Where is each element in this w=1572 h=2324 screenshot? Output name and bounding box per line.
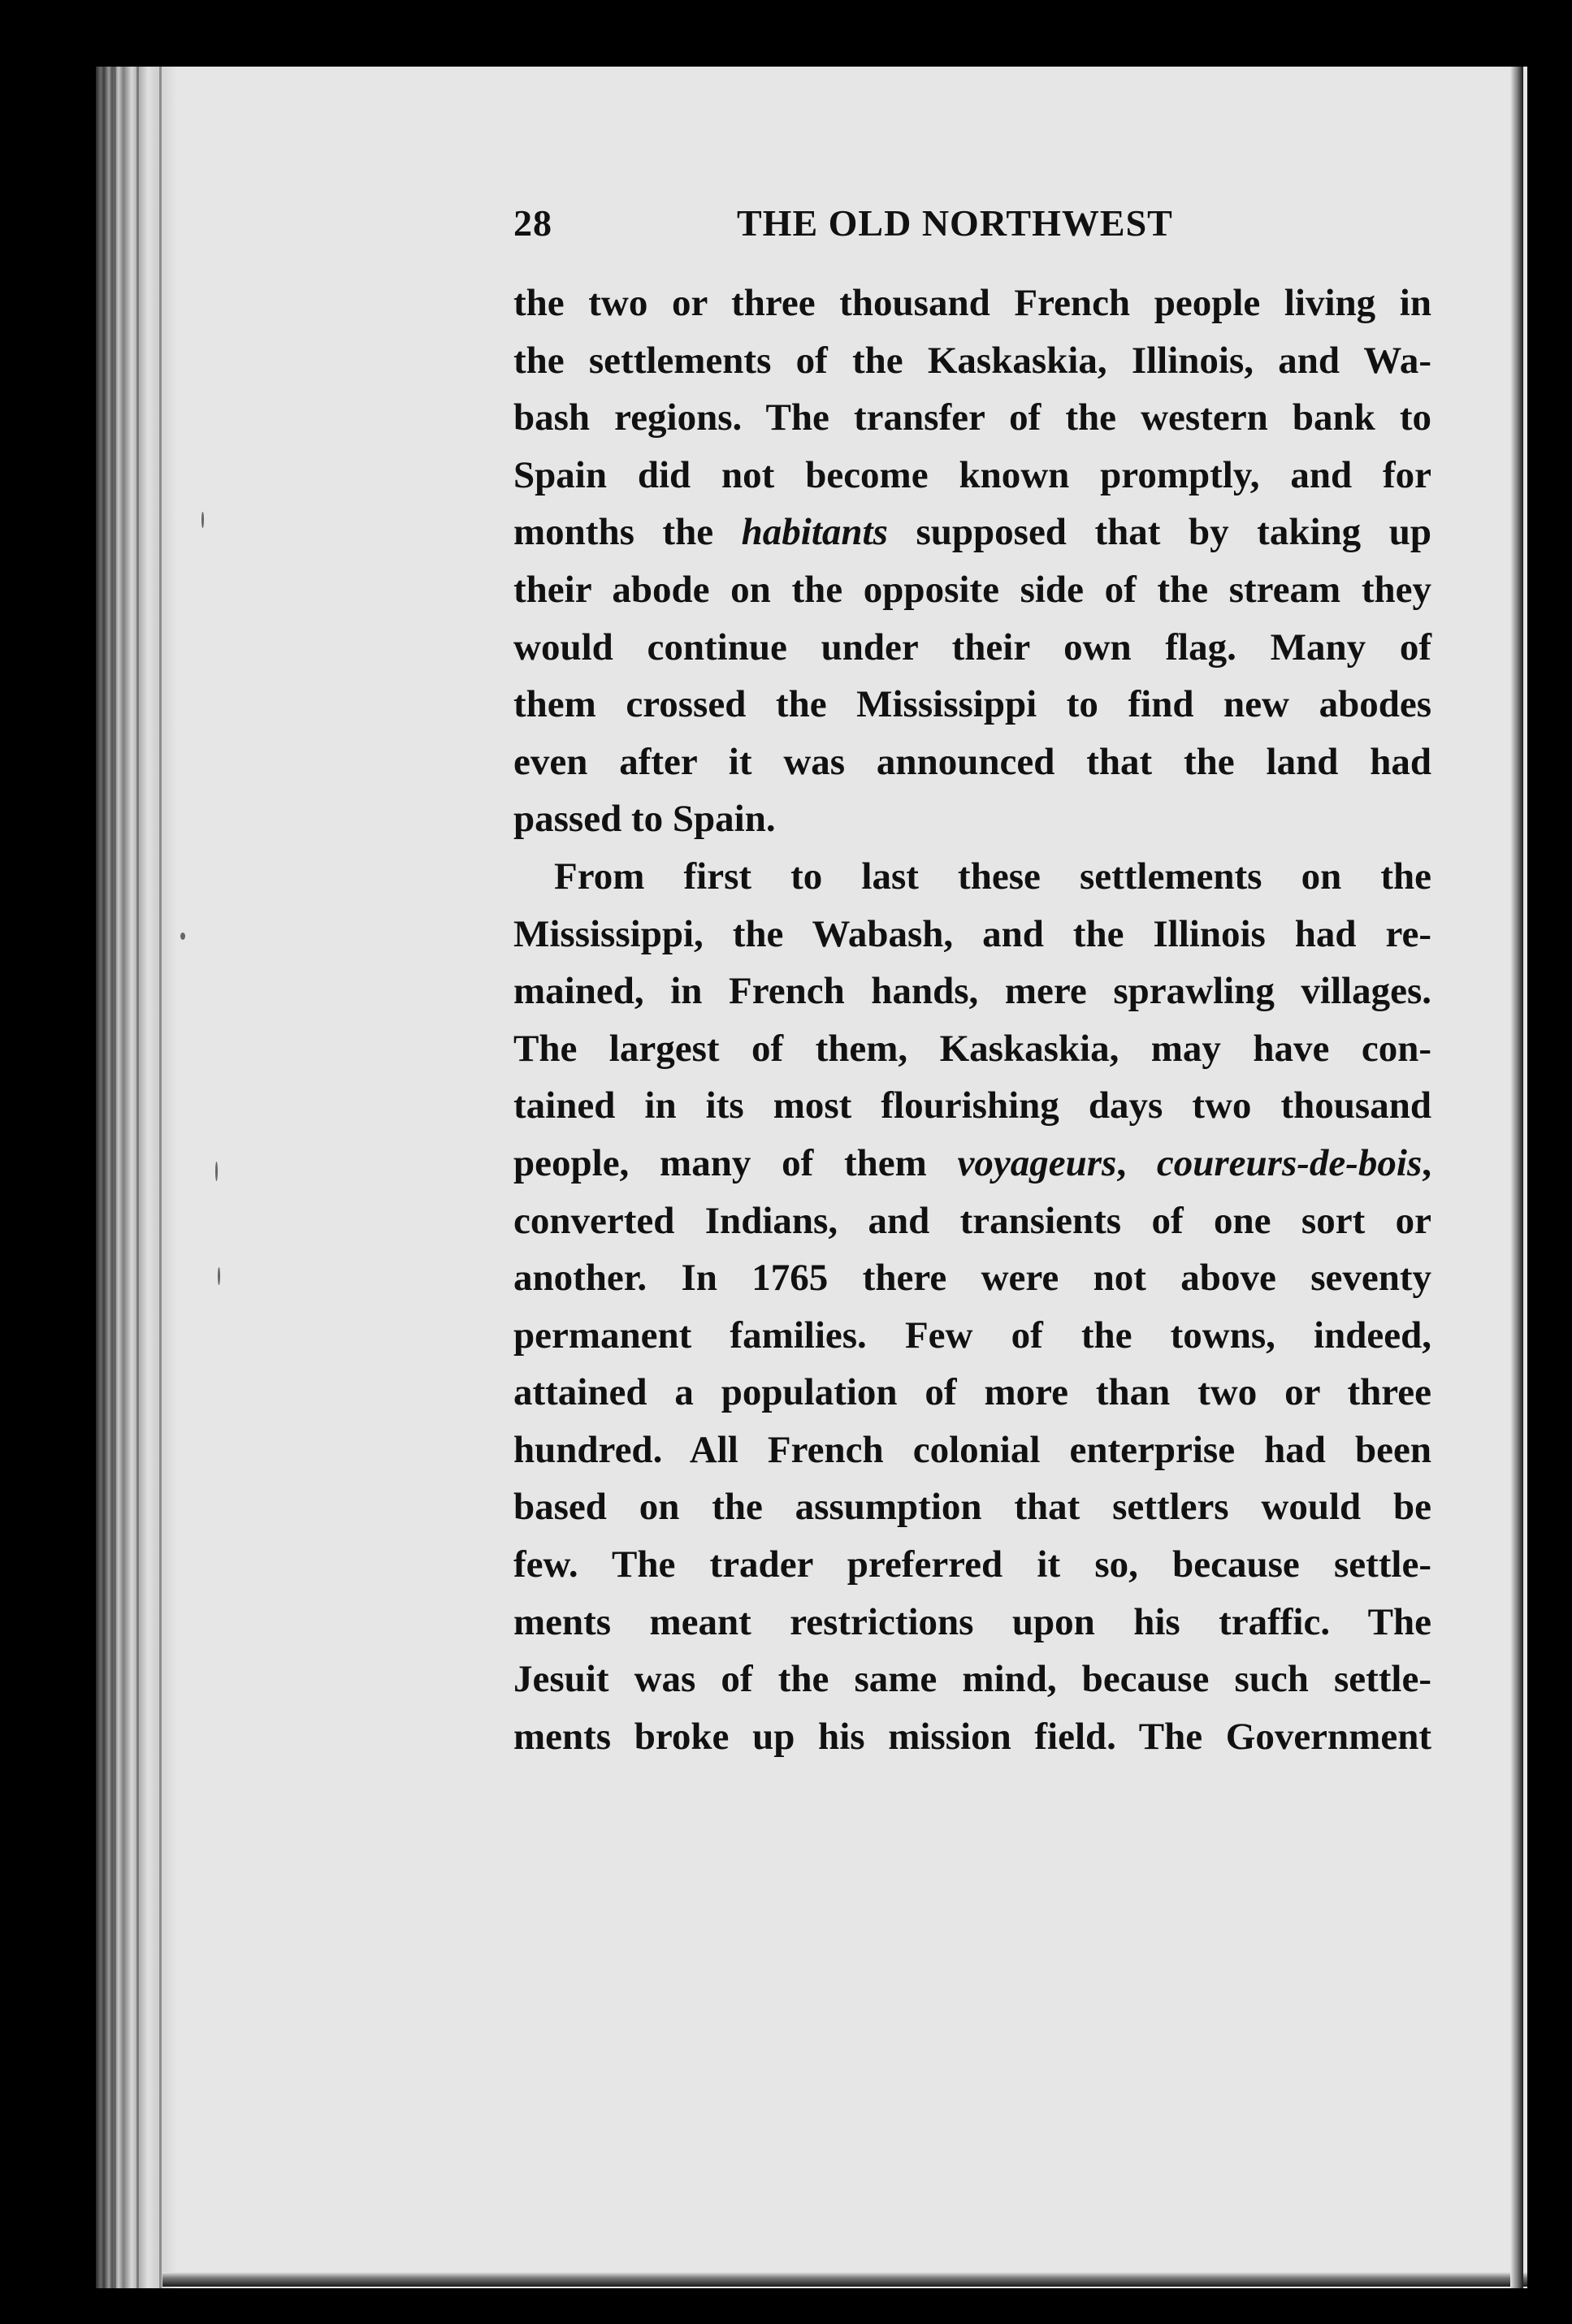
italic-term: voyageurs bbox=[957, 1141, 1117, 1184]
page-bottom-edge bbox=[162, 2272, 1527, 2287]
text-line: permanent families. Few of the towns, indeed, bbox=[513, 1313, 1431, 1357]
text-line: Mississippi, the Wabash, and the Illinois had re- bbox=[513, 912, 1431, 955]
scan-border-top bbox=[0, 0, 1572, 61]
text-line: Jesuit was of the same mind, because such settle- bbox=[513, 1658, 1431, 1701]
scan-border-bottom bbox=[0, 2287, 1572, 2324]
gutter-streak bbox=[136, 67, 139, 2288]
text-line: ments meant restrictions upon his traffic. The bbox=[513, 1600, 1431, 1643]
italic-term: habitants bbox=[741, 511, 888, 554]
page-number: 28 bbox=[513, 202, 552, 244]
text-line: based on the assumption that settlers would be bbox=[513, 1486, 1431, 1529]
paragraph bbox=[513, 275, 1431, 848]
text-line: the two or three thousand French people living in bbox=[513, 282, 1431, 324]
scan-speck bbox=[180, 933, 185, 940]
text-line: tained in its most flourishing days two thousand bbox=[513, 1084, 1431, 1127]
text-line: few. The trader preferred it so, because settle- bbox=[513, 1543, 1431, 1586]
page-right-edge bbox=[1510, 67, 1523, 2288]
text-line: their abode on the opposite side of the stream they bbox=[513, 568, 1431, 611]
text-line: passed to Spain. bbox=[513, 798, 776, 841]
text-line: even after it was announced that the land had bbox=[513, 740, 1431, 783]
scan-speck bbox=[201, 512, 204, 528]
text-line: people, many of them voyageurs, coureurs-de-bois, bbox=[513, 1141, 1431, 1184]
text-line: them crossed the Mississippi to find new abodes bbox=[513, 683, 1431, 726]
text-line: The largest of them, Kaskaskia, may have con- bbox=[513, 1027, 1431, 1070]
text-line: mained, in French hands, mere sprawling villages. bbox=[513, 970, 1431, 1013]
scan-speck bbox=[218, 1267, 220, 1285]
text-line: attained a population of more than two or three bbox=[513, 1371, 1431, 1414]
text-line: months the habitants supposed that by taking up bbox=[513, 511, 1431, 554]
body-text bbox=[513, 275, 1431, 1765]
running-header bbox=[513, 201, 1431, 258]
gutter-streak bbox=[159, 67, 162, 2288]
scan-speck bbox=[215, 1162, 218, 1181]
text-line: another. In 1765 there were not above seventy bbox=[513, 1257, 1431, 1300]
text-line: From first to last these settlements on the bbox=[554, 855, 1431, 898]
text-line: the settlements of the Kaskaskia, Illinois, and Wa- bbox=[513, 339, 1431, 382]
book-gutter bbox=[96, 67, 201, 2288]
text-line: ments broke up his mission field. The Government bbox=[513, 1715, 1431, 1758]
text-line: bash regions. The transfer of the western bank to bbox=[513, 396, 1431, 439]
text-line: would continue under their own flag. Many of bbox=[513, 625, 1431, 669]
text-line: converted Indians, and transients of one sort or bbox=[513, 1199, 1431, 1242]
scan-border-right bbox=[1523, 0, 1572, 2324]
italic-term: coureurs-de-bois bbox=[1156, 1141, 1423, 1184]
text-line: Spain did not become known promptly, and for bbox=[513, 453, 1431, 496]
text-line: hundred. All French colonial enterprise had been bbox=[513, 1428, 1431, 1471]
paragraph bbox=[513, 848, 1431, 1766]
running-title: THE OLD NORTHWEST bbox=[737, 202, 1173, 244]
gutter-streak bbox=[114, 67, 116, 2288]
